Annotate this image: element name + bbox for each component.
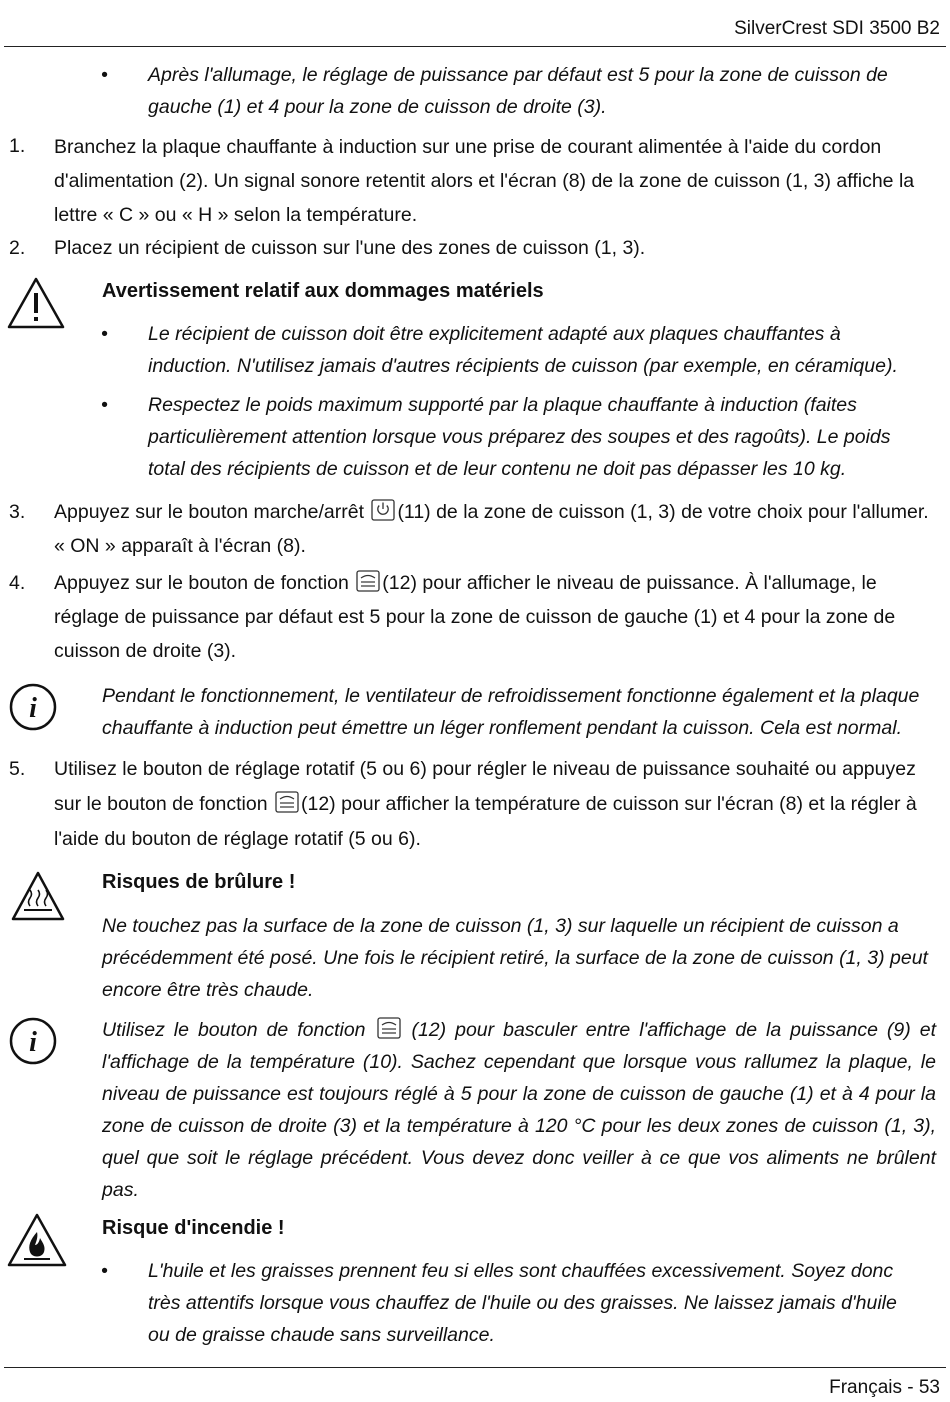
function-button-icon <box>377 1017 401 1039</box>
step-text-part: Utilisez le bouton de réglage rotatif (5 ou 6) pour régler le niveau de puissance souhaité ou <box>54 758 837 780</box>
info-circle-icon <box>8 1016 58 1066</box>
step-1 <box>0 130 950 230</box>
bullet-dot: • <box>101 1260 108 1282</box>
svg-text:i: i <box>29 1027 37 1058</box>
info-note-1: Pendant le fonctionnement, le ventilateur de refroidissement fonctionne également et la plaque chauffante à induction peut émettre un léger ronflement pendant la cuisson. Cela est normal. <box>102 685 920 739</box>
footer-page: Français - 53 <box>829 1377 940 1398</box>
fire-title: Risque d'incendie ! <box>102 1217 285 1239</box>
function-button-icon <box>275 791 299 813</box>
info-note-2 <box>102 1014 936 1206</box>
bullet-dot: • <box>101 64 108 86</box>
burn-text: Ne touchez pas la surface de la zone de cuisson (1, 3) sur laquelle un récipient de cuisson a précédemment été posé. Une fois le récipient retiré, la surface de la zone de cuisson (1, 3) peut encore être très chaude. <box>102 915 928 1001</box>
hot-surface-icon <box>10 870 66 922</box>
step-4 <box>0 566 950 668</box>
step-text-part: (11) de la zone de cuisson (1, 3) de votre choix pour l'allumer. « ON » apparaît à l'écran (8). <box>54 501 929 557</box>
step-5 <box>0 752 950 856</box>
svg-text:i: i <box>29 693 37 724</box>
warning-material-title: Avertissement relatif aux dommages matériels <box>102 280 544 302</box>
step-text-part: Appuyez sur le bouton marche/arrêt <box>54 501 365 523</box>
step-text: Branchez la plaque chauffante à induction sur une prise de courant alimentée à l'aide du cordon d'alimentation (2). Un signal sonore retentit alors et l'écran (8) de la zone de cuisson (1, 3) affiche la lettre « C » ou « H » selon la température. <box>54 136 915 226</box>
bullet-dot: • <box>101 394 108 416</box>
step-number: 4. <box>9 572 26 594</box>
step-number: 3. <box>9 501 26 523</box>
header-rule <box>4 46 946 47</box>
info-circle-icon <box>8 682 58 732</box>
step-text-part: (12) pour afficher le niveau de puissance. À l'allumage, le réglage de puissance par défaut est 5 pour la zone de cuisson de gauche (1) et 4 pour la zone de cuisson de droite (3). <box>54 572 896 662</box>
warning-bullet-text: Le récipient de cuisson doit être explicitement adapté aux plaques chauffantes à induction. N'utilisez jamais d'autres récipients de cuisson (par exemple, en céramique). <box>148 323 898 377</box>
warning-bullet-1 <box>0 318 950 384</box>
step-text-part: Appuyez sur le bouton de fonction <box>54 572 349 594</box>
step-text <box>54 752 942 857</box>
info-text-part: (12) pour basculer entre l'affichage de la puissance (9) et l'affichage de la température (10). Sachez cependant que lorsque vous rallumez la plaque, le niveau de puissance est toujours réglé à 5 pour la zone de cuisson de gauche (1) et à 4 pour la zone de cuisson de droite (3) et la température à 120 °C pour les deux zones de cuisson (1, 3), quel que soit le réglage précédent. Vous devez donc veiller à ce que vos aliments ne brûlent pas. <box>102 1019 936 1201</box>
step-text <box>54 495 942 563</box>
warning-bullet-text: Respectez le poids maximum supporté par la plaque chauffante à induction (faites particulièrement attention lorsque vous préparez des soupes et des ragoûts). Le poids total des récipients de cuisson et de leur contenu ne doit pas dépasser les 10 kg. <box>148 394 891 480</box>
step-text-part: (12) pour afficher la température de cuisson sur l'écran (8) et la régler à l'aide du bouton de réglage rotatif (5 ou 6). <box>54 793 917 850</box>
step-3 <box>0 495 950 563</box>
step-2 <box>0 232 950 266</box>
step-number: 5. <box>9 758 26 780</box>
intro-bullet-text: Après l'allumage, le réglage de puissance par défaut est 5 pour la zone de cuisson de gauche (1) et 4 pour la zone de cuisson de droite (3). <box>148 64 888 118</box>
power-button-icon <box>371 499 395 521</box>
step-text-part: appuyez sur le bouton de fonction <box>54 758 916 815</box>
step-text <box>54 566 942 668</box>
footer-rule <box>4 1367 946 1368</box>
fire-bullet <box>0 1255 950 1353</box>
step-number: 1. <box>9 135 26 157</box>
info-text-part: Utilisez le bouton de fonction <box>102 1019 366 1041</box>
warning-bullet-2 <box>0 389 950 487</box>
header-title: SilverCrest SDI 3500 B2 <box>734 18 940 39</box>
function-button-icon <box>356 570 380 592</box>
step-number: 2. <box>9 237 26 259</box>
intro-bullet <box>0 59 950 125</box>
bullet-dot: • <box>101 323 108 345</box>
burn-title: Risques de brûlure ! <box>102 871 296 893</box>
fire-bullet-text: L'huile et les graisses prennent feu si elles sont chauffées excessivement. Soyez donc très attentifs lorsque vous chauffez de l'huile ou des graisses. Ne laissez jamais d'huile ou de graisse chaude sans surveillance. <box>148 1260 897 1346</box>
step-text: Placez un récipient de cuisson sur l'une des zones de cuisson (1, 3). <box>54 237 646 259</box>
